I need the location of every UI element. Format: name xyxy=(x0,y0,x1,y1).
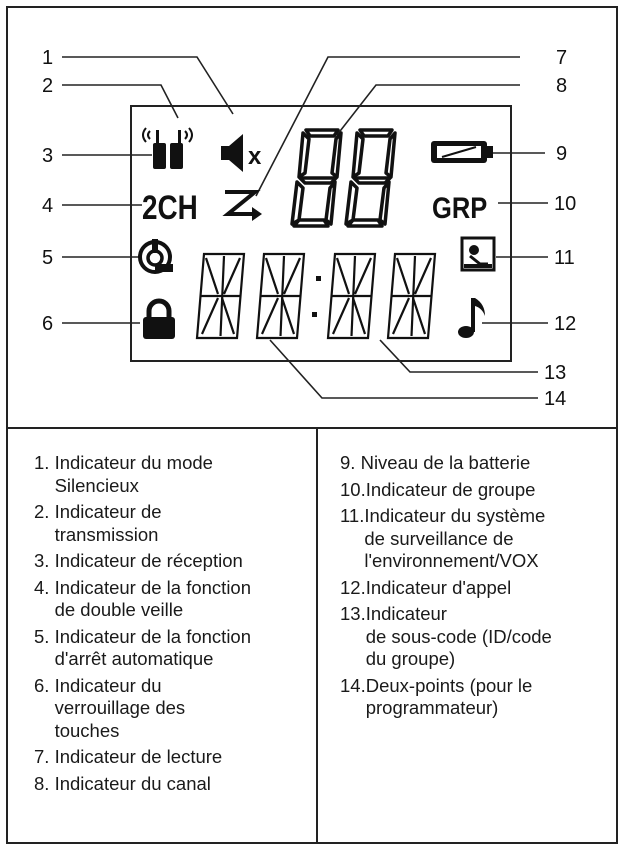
legend-item xyxy=(340,603,610,671)
legend-number: 9. xyxy=(340,452,361,473)
legend-text: Indicateur d'appel xyxy=(365,576,512,598)
legend-text: Indicateur de sous-code (ID/code du groupe) xyxy=(365,603,552,669)
legend-right-column xyxy=(340,452,610,724)
callout-14: 14 xyxy=(544,388,567,410)
legend-number: 7. xyxy=(34,746,55,767)
callout-line-8 xyxy=(337,85,520,135)
mute-x-label: x xyxy=(248,143,262,170)
callout-11: 11 xyxy=(554,247,575,269)
legend-number: 10. xyxy=(340,478,366,500)
legend-item xyxy=(340,452,610,475)
legend-text: Indicateur de transmission xyxy=(54,501,162,545)
subcode-digit-4 xyxy=(388,254,435,338)
scan-arrow-icon xyxy=(252,207,262,221)
legend-number: 8. xyxy=(34,772,55,794)
legend-number: 2. xyxy=(34,501,55,522)
subcode-digits xyxy=(197,254,435,338)
callout-line-2 xyxy=(62,85,178,118)
legend-item xyxy=(340,505,610,573)
legend-number: 3. xyxy=(34,550,55,571)
legend-number: 1. xyxy=(34,452,55,473)
auto-power-off-icon xyxy=(140,239,173,272)
channel-digits xyxy=(292,130,395,226)
channel-digit-2 xyxy=(346,130,395,226)
legend-number: 12. xyxy=(340,576,366,598)
group-label: GRP xyxy=(432,191,488,225)
call-tone-icon xyxy=(458,298,485,338)
legend-number: 11. xyxy=(340,505,365,526)
legend-text: Indicateur du canal xyxy=(54,772,211,794)
battery-icon xyxy=(431,141,493,163)
legend-text: Deux-points (pour le programmateur) xyxy=(365,674,533,718)
legend-item xyxy=(34,550,312,573)
legend-text: Niveau de la batterie xyxy=(360,452,531,473)
legend-text: Indicateur de lecture xyxy=(54,746,223,767)
legend-text: Indicateur du système de surveillance de l'environnement/VOX xyxy=(364,505,546,571)
subcode-digit-1 xyxy=(197,254,244,338)
legend-text: Indicateur de la fonction d'arrêt automatique xyxy=(54,625,252,669)
callout-3: 3 xyxy=(42,145,54,167)
legend-number: 5. xyxy=(34,625,55,647)
callout-13: 13 xyxy=(544,362,567,384)
legend-text: Indicateur de groupe xyxy=(365,478,536,500)
mute-speaker-icon xyxy=(221,134,243,172)
legend-text: Indicateur du mode Silencieux xyxy=(54,452,213,496)
legend-number: 4. xyxy=(34,576,55,598)
callout-4: 4 xyxy=(42,195,54,217)
callout-2: 2 xyxy=(42,75,54,97)
vox-monitor-icon xyxy=(462,238,494,270)
legend-left-column xyxy=(34,452,312,799)
lock-icon xyxy=(143,301,175,339)
legend-item xyxy=(34,501,312,546)
callout-9: 9 xyxy=(556,143,568,165)
legend-item xyxy=(34,773,312,796)
legend-item xyxy=(340,479,610,502)
legend-item xyxy=(340,577,610,600)
callout-1: 1 xyxy=(42,47,54,69)
callout-6: 6 xyxy=(42,313,54,335)
subcode-digit-3 xyxy=(328,254,375,338)
legend-item xyxy=(34,746,312,769)
callout-5: 5 xyxy=(42,247,54,269)
legend-text: Indicateur du verrouillage des touches xyxy=(54,674,186,741)
scan-playback-icon xyxy=(225,192,256,214)
legend-number: 14. xyxy=(340,674,366,696)
dual-watch-label: 2CH xyxy=(142,188,198,227)
callout-7: 7 xyxy=(556,47,568,69)
legend-item xyxy=(34,675,312,743)
callout-line-14 xyxy=(270,340,538,398)
horizontal-divider xyxy=(6,427,618,429)
callout-8: 8 xyxy=(556,75,568,97)
legend-number: 6. xyxy=(34,674,55,696)
vertical-divider xyxy=(316,429,318,844)
legend-item xyxy=(34,626,312,671)
legend-item xyxy=(34,577,312,622)
legend-text: Indicateur de la fonction de double veille xyxy=(54,576,252,620)
callout-line-13 xyxy=(380,340,538,372)
callout-12: 12 xyxy=(554,313,577,335)
legend-item xyxy=(340,675,610,720)
programmer-colon-icon xyxy=(312,276,321,317)
callout-10: 10 xyxy=(554,193,577,215)
legend-number: 13. xyxy=(340,603,366,624)
channel-digit-1 xyxy=(292,130,341,226)
legend-item xyxy=(34,452,312,497)
subcode-digit-2 xyxy=(257,254,304,338)
transmit-receive-icon xyxy=(143,128,192,169)
legend-text: Indicateur de réception xyxy=(54,550,243,571)
